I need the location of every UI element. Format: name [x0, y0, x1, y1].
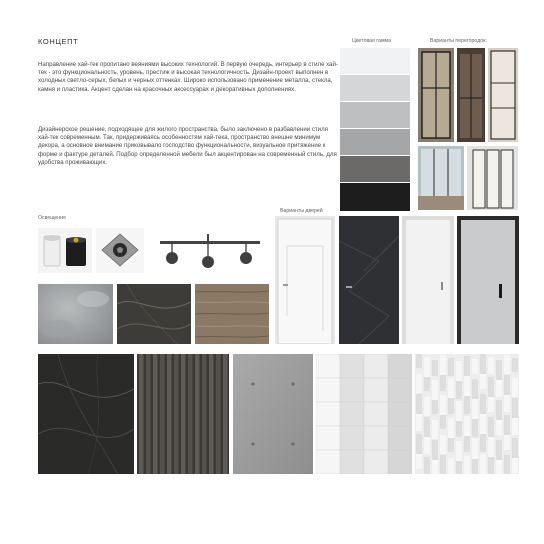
door-grey-frame [457, 216, 519, 344]
palette-swatch-6 [340, 183, 410, 211]
palette-swatch-5 [340, 156, 410, 182]
partition-photo-2 [457, 48, 485, 142]
spotlight-photo [38, 228, 92, 273]
door-white-frame [402, 216, 454, 344]
color-palette [340, 48, 410, 211]
palette-swatch-2 [340, 75, 410, 101]
material-3d-white-squares [316, 354, 412, 474]
palette-swatch-3 [340, 102, 410, 128]
partition-photo-4 [418, 146, 464, 210]
doors-label: Варианты дверей [280, 208, 323, 214]
partition-photo-5 [467, 146, 518, 210]
material-dark-marble [117, 284, 191, 344]
partition-photo-3 [488, 48, 518, 142]
palette-swatch-4 [340, 129, 410, 155]
partitions-label: Варианты перегородок: [430, 38, 487, 44]
material-wood-slats [137, 354, 229, 474]
lighting-label: Освещение [38, 215, 66, 221]
material-black-marble [38, 354, 134, 474]
concept-paragraph-1: Направление хай-тек пропитано веяниями высоких технологий. В первую очередь, интерьер в стиле хай-тек - это функциональность, уровень, престиж и высокая технологичность. Дизайн-проект выполнен в холодных светло-серых, белых и черных оттенках. Широко использовано применение металла, стекла, камня и пластика. Акцент сделан на красочных аксессуарах и декоративных дополнениях. [38, 61, 338, 93]
partition-photo-1 [418, 48, 454, 142]
page-title: КОНЦЕПТ [38, 37, 79, 46]
recessed-light-photo [96, 228, 144, 273]
door-dark-geometric [339, 216, 399, 344]
material-oak-wood [195, 284, 269, 344]
material-3d-white-strips [415, 354, 519, 474]
concept-paragraph-2: Дизайнерское решение, подходящее для жилого пространства, было заключено в разбавлении стиля хай-тек современным. Так, придерживаясь особенностям хай-тека, пространство внешне минимум декора, а основное внимание приковывало господство функциональности, визуальное притяжение к форме и фактуре деталей. Подбор определенной мебели был акцентирован на современный стиль, для удобства проживающих. [38, 126, 337, 166]
palette-label: Цветовая гамма [352, 38, 391, 44]
track-light-photo [148, 228, 270, 273]
material-concrete-panel [233, 354, 313, 474]
material-concrete-grey [38, 284, 113, 344]
palette-swatch-1 [340, 48, 410, 74]
door-white-panel [275, 216, 335, 344]
